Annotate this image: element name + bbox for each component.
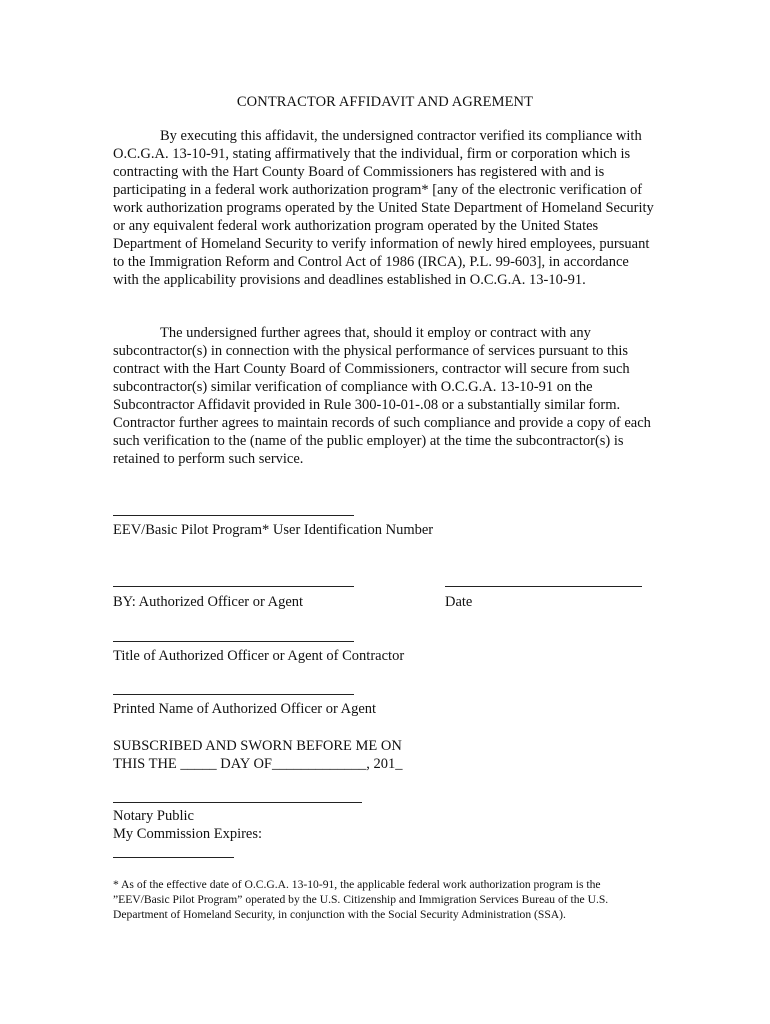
- authorized-officer-signature-line[interactable]: [113, 586, 354, 587]
- subcontractor-paragraph: The undersigned further agrees that, should it employ or contract with any subcontractor(s) in connection with the physical performance of services pursuant to this contract with the Hart County Board of Commissioners, contractor will secure from such subcontractor(s) similar verification of compliance with O.C.G.A. 13-10-91 on the Subcontractor Affidavit provided in Rule 300-10-01-.08 or a substantially similar form. Contractor further agrees to maintain records of such compliance and provide a copy of each such verification to the (name of the public employer) at the time the subcontractor(s) is retained to perform such service.: [113, 325, 651, 467]
- sworn-statement-line1: SUBSCRIBED AND SWORN BEFORE ME ON: [113, 738, 402, 754]
- commission-expires-label: My Commission Expires:: [113, 826, 263, 842]
- notary-signature-line[interactable]: [113, 802, 362, 803]
- notary-public-label: Notary Public: [113, 808, 194, 824]
- document-title: CONTRACTOR AFFIDAVIT AND AGREMENT: [236, 94, 534, 110]
- printed-name-line[interactable]: [113, 694, 354, 695]
- authorized-officer-label: BY: Authorized Officer or Agent: [113, 594, 304, 610]
- officer-title-line[interactable]: [113, 641, 354, 642]
- commission-expires-line[interactable]: [113, 857, 234, 858]
- date-line[interactable]: [445, 586, 642, 587]
- sworn-statement-line2: THIS THE _____ DAY OF_____________, 201_: [113, 756, 403, 772]
- officer-title-label: Title of Authorized Officer or Agent of Contractor: [113, 648, 405, 664]
- compliance-paragraph: By executing this affidavit, the undersigned contractor verified its compliance with O.C.G.A. 13-10-91, stating affirmatively that the individual, firm or corporation which is contracting with the Hart County Board of Commissioners has registered with and is participating in a federal work authorization program* [any of the electronic verification of work authorization programs operated by the United State Department of Homeland Security or any equivalent federal work authorization program operated by the United States Department of Homeland Security to verify information of newly hired employees, pursuant to the Immigration Reform and Control Act of 1986 (IRCA), P.L. 99-603], in accordance with the applicability provisions and deadlines established in O.C.G.A. 13-10-91.: [113, 128, 654, 288]
- eev-id-label: EEV/Basic Pilot Program* User Identification Number: [113, 522, 434, 538]
- eev-id-line[interactable]: [113, 515, 354, 516]
- date-label: Date: [445, 594, 473, 610]
- printed-name-label: Printed Name of Authorized Officer or Agent: [113, 701, 377, 717]
- footnote: * As of the effective date of O.C.G.A. 13-10-91, the applicable federal work authorization program is the ”EEV/Basic Pilot Program” operated by the U.S. Citizenship and Immigration Services Bureau of the U.S. Department of Homeland Security, in conjunction with the Social Security Administration (SSA).: [113, 878, 609, 921]
